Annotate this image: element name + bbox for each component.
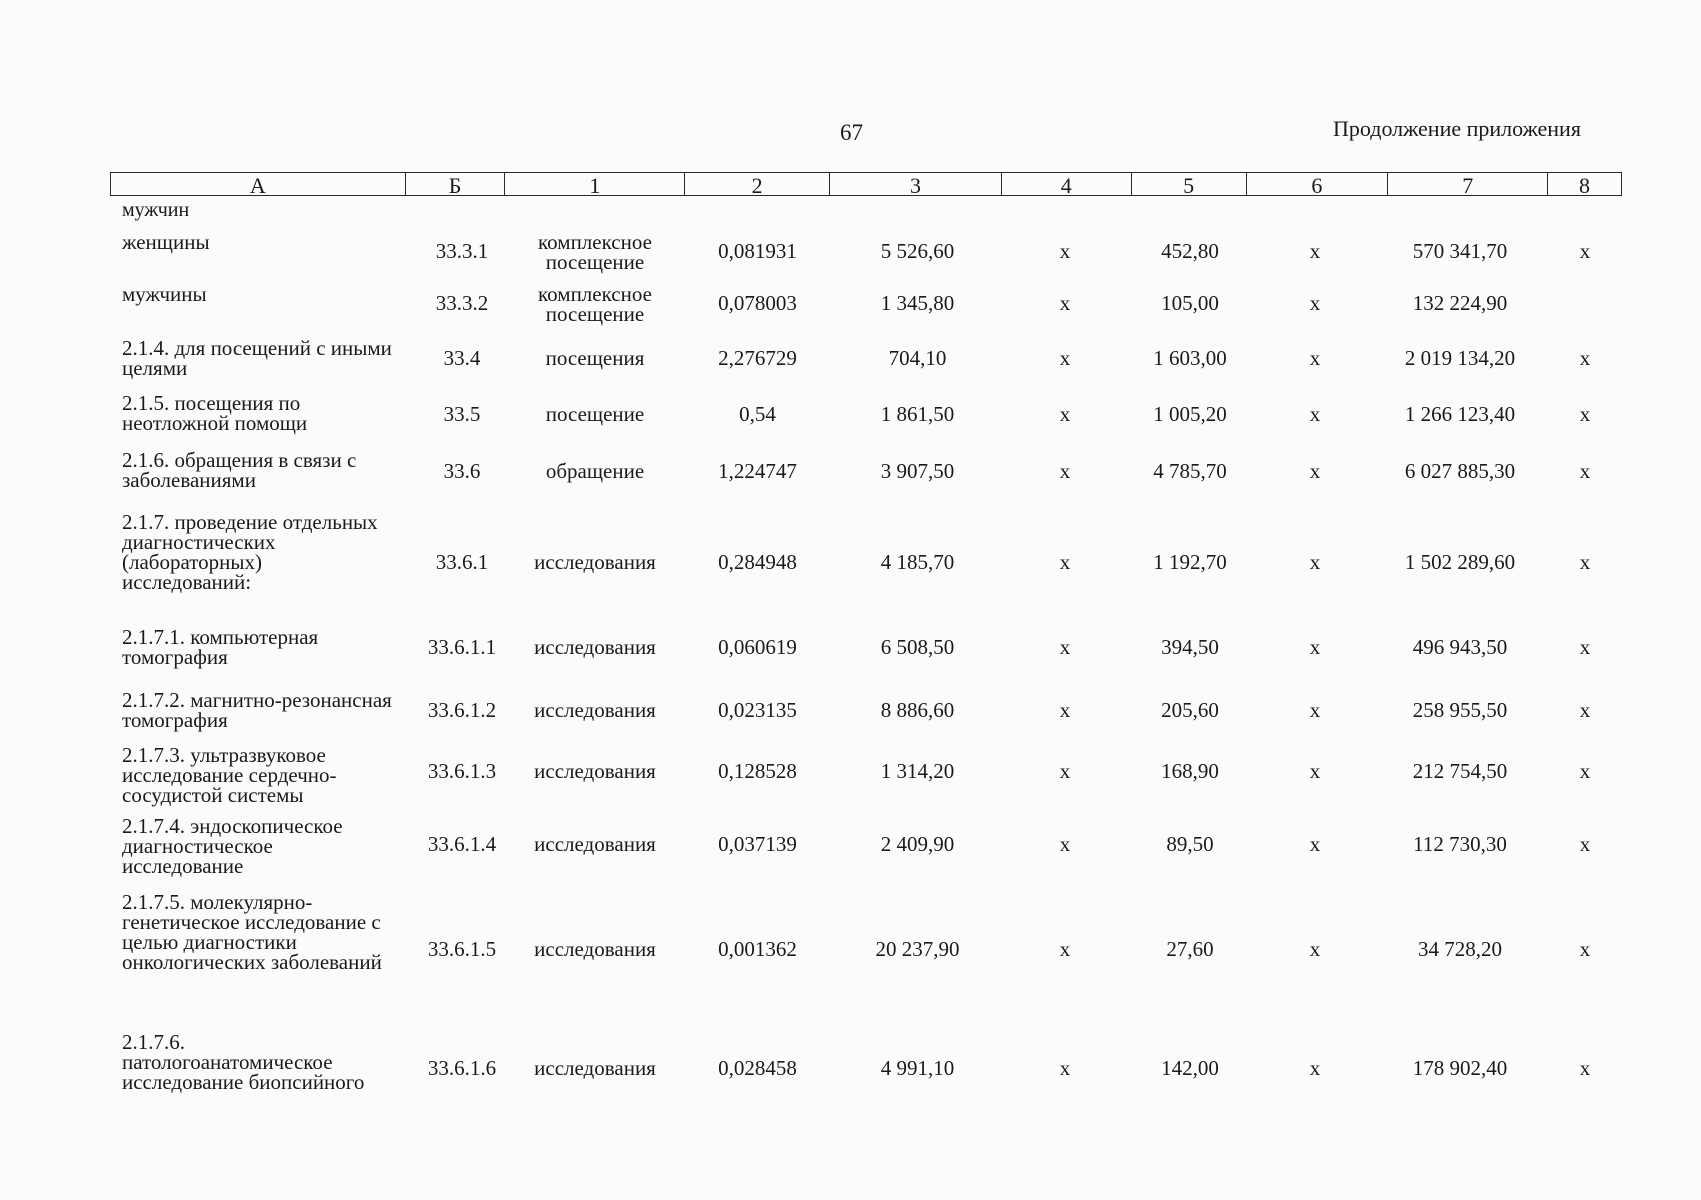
row-col-8: х (1579, 239, 1591, 263)
row-col-5: 142,00 (1161, 1056, 1219, 1080)
row-col-8: х (1579, 937, 1591, 961)
row-col-7: 1 502 289,60 (1404, 550, 1516, 574)
table-row (0, 232, 1701, 278)
row-col-7: 212 754,50 (1412, 759, 1508, 783)
row-col-7: 258 955,50 (1412, 698, 1508, 722)
row-col-3: 20 237,90 (875, 937, 960, 961)
header-col-8: 8 (1579, 173, 1591, 198)
row-col-4: х (1059, 291, 1071, 315)
row-col-7: 570 341,70 (1412, 239, 1508, 263)
row-unit: исследования (534, 937, 656, 961)
row-col-7: 178 902,40 (1412, 1056, 1508, 1080)
row-col-3: 704,10 (888, 346, 947, 370)
row-col-3: 1 314,20 (880, 759, 955, 783)
row-col-2: 0,081931 (718, 239, 797, 263)
header-col-6: 6 (1247, 173, 1389, 195)
row-col-6: х (1309, 698, 1321, 722)
row-code: 33.4 (443, 346, 481, 370)
table-row (0, 690, 1701, 738)
row-code: 33.5 (443, 402, 481, 426)
row-code: 33.6.1.4 (427, 832, 497, 856)
row-code: 33.6.1.1 (427, 635, 497, 659)
row-col-5: 4 785,70 (1153, 459, 1227, 483)
row-code: 33.6.1.6 (427, 1056, 497, 1080)
row-col-4: х (1059, 402, 1071, 426)
row-unit: исследования (534, 759, 656, 783)
table-row (0, 1032, 1701, 1112)
row-col-4: х (1059, 346, 1071, 370)
table-row (0, 338, 1701, 386)
table-row (0, 284, 1701, 330)
row-name: 2.1.6. обращения в связи с заболеваниями (122, 448, 357, 492)
row-col-8: х (1579, 402, 1591, 426)
row-col-2: 2,276729 (718, 346, 797, 370)
row-col-5: 168,90 (1161, 759, 1219, 783)
row-code: 33.6.1.5 (427, 937, 497, 961)
row-col-4: х (1059, 1056, 1071, 1080)
continuation-label: Продолжение приложения (1333, 116, 1581, 141)
row-col-7: 112 730,30 (1413, 832, 1507, 856)
row-unit: исследования (534, 635, 656, 659)
row-unit: обращение (545, 459, 645, 483)
row-name: 2.1.7.2. магнитно-резонансная томография (122, 688, 392, 732)
row-col-6: х (1309, 635, 1321, 659)
row-col-3: 1 345,80 (880, 291, 955, 315)
row-unit: исследования (534, 1056, 656, 1080)
table-row (0, 393, 1701, 443)
row-col-3: 3 907,50 (880, 459, 955, 483)
row-col-8: х (1579, 698, 1591, 722)
row-col-3: 8 886,60 (880, 698, 955, 722)
row-col-5: 452,80 (1161, 239, 1219, 263)
table-row (0, 892, 1701, 1014)
row-col-5: 205,60 (1161, 698, 1219, 722)
row-col-2: 0,078003 (718, 291, 797, 315)
row-code: 33.3.1 (435, 239, 489, 263)
row-code: 33.6 (443, 459, 481, 483)
row-col-4: х (1059, 937, 1071, 961)
row-col-6: х (1309, 346, 1321, 370)
row-col-5: 105,00 (1161, 291, 1219, 315)
row-col-3: 4 185,70 (880, 550, 955, 574)
header-col-a: А (111, 173, 406, 195)
row-col-5: 89,50 (1166, 832, 1214, 856)
header-col-7: 7 (1388, 173, 1548, 195)
row-unit: исследования (534, 832, 656, 856)
row-unit: исследования (534, 550, 656, 574)
header-col-2: 2 (685, 173, 830, 195)
row-col-4: х (1059, 459, 1071, 483)
row-col-8: х (1579, 635, 1591, 659)
row-col-5: 1 192,70 (1153, 550, 1227, 574)
row-col-2: 0,284948 (718, 550, 797, 574)
row-col-3: 6 508,50 (880, 635, 955, 659)
row-col-2: 0,037139 (718, 832, 797, 856)
row-col-6: х (1309, 937, 1321, 961)
row-col-8: х (1579, 346, 1591, 370)
row-name: 2.1.7.1. компьютерная томография (122, 625, 319, 669)
row-unit: исследования (534, 698, 656, 722)
row-name: 2.1.7.6. патологоанатомическое исследование биопсийного (122, 1030, 365, 1094)
row-col-2: 0,001362 (718, 937, 797, 961)
row-unit: посещения (545, 346, 645, 370)
row-col-4: х (1059, 832, 1071, 856)
table-header (110, 172, 1622, 196)
row-col-5: 1 005,20 (1153, 402, 1227, 426)
row-name: 2.1.7.5. молекулярно-генетическое исследование с целью диагностики онкологических заболеваний (122, 890, 382, 974)
row-name: 2.1.7.3. ультразвуковое исследование сердечно-сосудистой системы (122, 743, 337, 807)
header-col-3: 3 (830, 173, 1002, 195)
row-col-7: 34 728,20 (1418, 937, 1502, 961)
row-col-7: 1 266 123,40 (1404, 402, 1516, 426)
row-name: 2.1.7.4. эндоскопическое диагностическое исследование (122, 814, 343, 878)
row-col-6: х (1309, 402, 1321, 426)
row-col-6: х (1309, 291, 1321, 315)
row-name: 2.1.4. для посещений с иными целями (122, 336, 392, 380)
row-col-4: х (1059, 550, 1071, 574)
row-unit: комплексное посещение (538, 282, 652, 326)
table-row (0, 745, 1701, 805)
row-col-8: х (1579, 832, 1591, 856)
row-col-6: х (1309, 459, 1321, 483)
header-col-b: Б (406, 173, 506, 195)
table-row (0, 627, 1701, 675)
table-row (0, 816, 1701, 880)
table-row (0, 450, 1701, 500)
row-col-7: 6 027 885,30 (1404, 459, 1516, 483)
row-col-3: 5 526,60 (880, 239, 955, 263)
header-col-4: 4 (1002, 173, 1132, 195)
row-col-2: 0,023135 (718, 698, 797, 722)
row-code: 33.6.1.3 (427, 759, 497, 783)
row-unit: комплексное посещение (538, 230, 652, 274)
row-col-8: х (1579, 459, 1591, 483)
row-col-6: х (1309, 759, 1321, 783)
table-row (0, 512, 1701, 620)
row-col-8: х (1579, 1056, 1591, 1080)
row-col-7: 496 943,50 (1412, 635, 1508, 659)
row-col-2: 0,028458 (718, 1056, 797, 1080)
row-col-2: 0,060619 (718, 635, 797, 659)
row-col-5: 27,60 (1166, 937, 1214, 961)
row-col-4: х (1059, 239, 1071, 263)
header-col-5: 5 (1132, 173, 1247, 195)
row-col-4: х (1059, 698, 1071, 722)
row-col-6: х (1309, 1056, 1321, 1080)
carryover-text: мужчин (122, 199, 190, 221)
row-code: 33.6.1.2 (427, 698, 497, 722)
row-col-3: 2 409,90 (880, 832, 955, 856)
row-col-8: х (1579, 759, 1591, 783)
page-number: 67 (840, 120, 863, 145)
row-col-3: 4 991,10 (880, 1056, 955, 1080)
row-col-6: х (1309, 832, 1321, 856)
row-unit: посещение (545, 402, 645, 426)
row-name: мужчины (122, 282, 207, 306)
row-col-2: 0,128528 (718, 759, 797, 783)
row-col-6: х (1309, 550, 1321, 574)
row-col-5: 394,50 (1161, 635, 1219, 659)
row-name: женщины (122, 230, 210, 254)
row-col-2: 0,54 (739, 402, 776, 426)
row-col-2: 1,224747 (718, 459, 797, 483)
row-col-5: 1 603,00 (1153, 346, 1227, 370)
row-col-7: 132 224,90 (1412, 291, 1508, 315)
row-name: 2.1.5. посещения по неотложной помощи (122, 391, 308, 435)
row-col-4: х (1059, 635, 1071, 659)
row-col-3: 1 861,50 (880, 402, 955, 426)
header-col-1: 1 (505, 173, 685, 195)
row-code: 33.6.1 (435, 550, 489, 574)
row-col-4: х (1059, 759, 1071, 783)
row-code: 33.3.2 (435, 291, 489, 315)
row-col-7: 2 019 134,20 (1404, 346, 1516, 370)
row-col-8: х (1579, 550, 1591, 574)
row-name: 2.1.7. проведение отдельных диагностических (лабораторных) исследований: (122, 510, 378, 594)
row-col-6: х (1309, 239, 1321, 263)
